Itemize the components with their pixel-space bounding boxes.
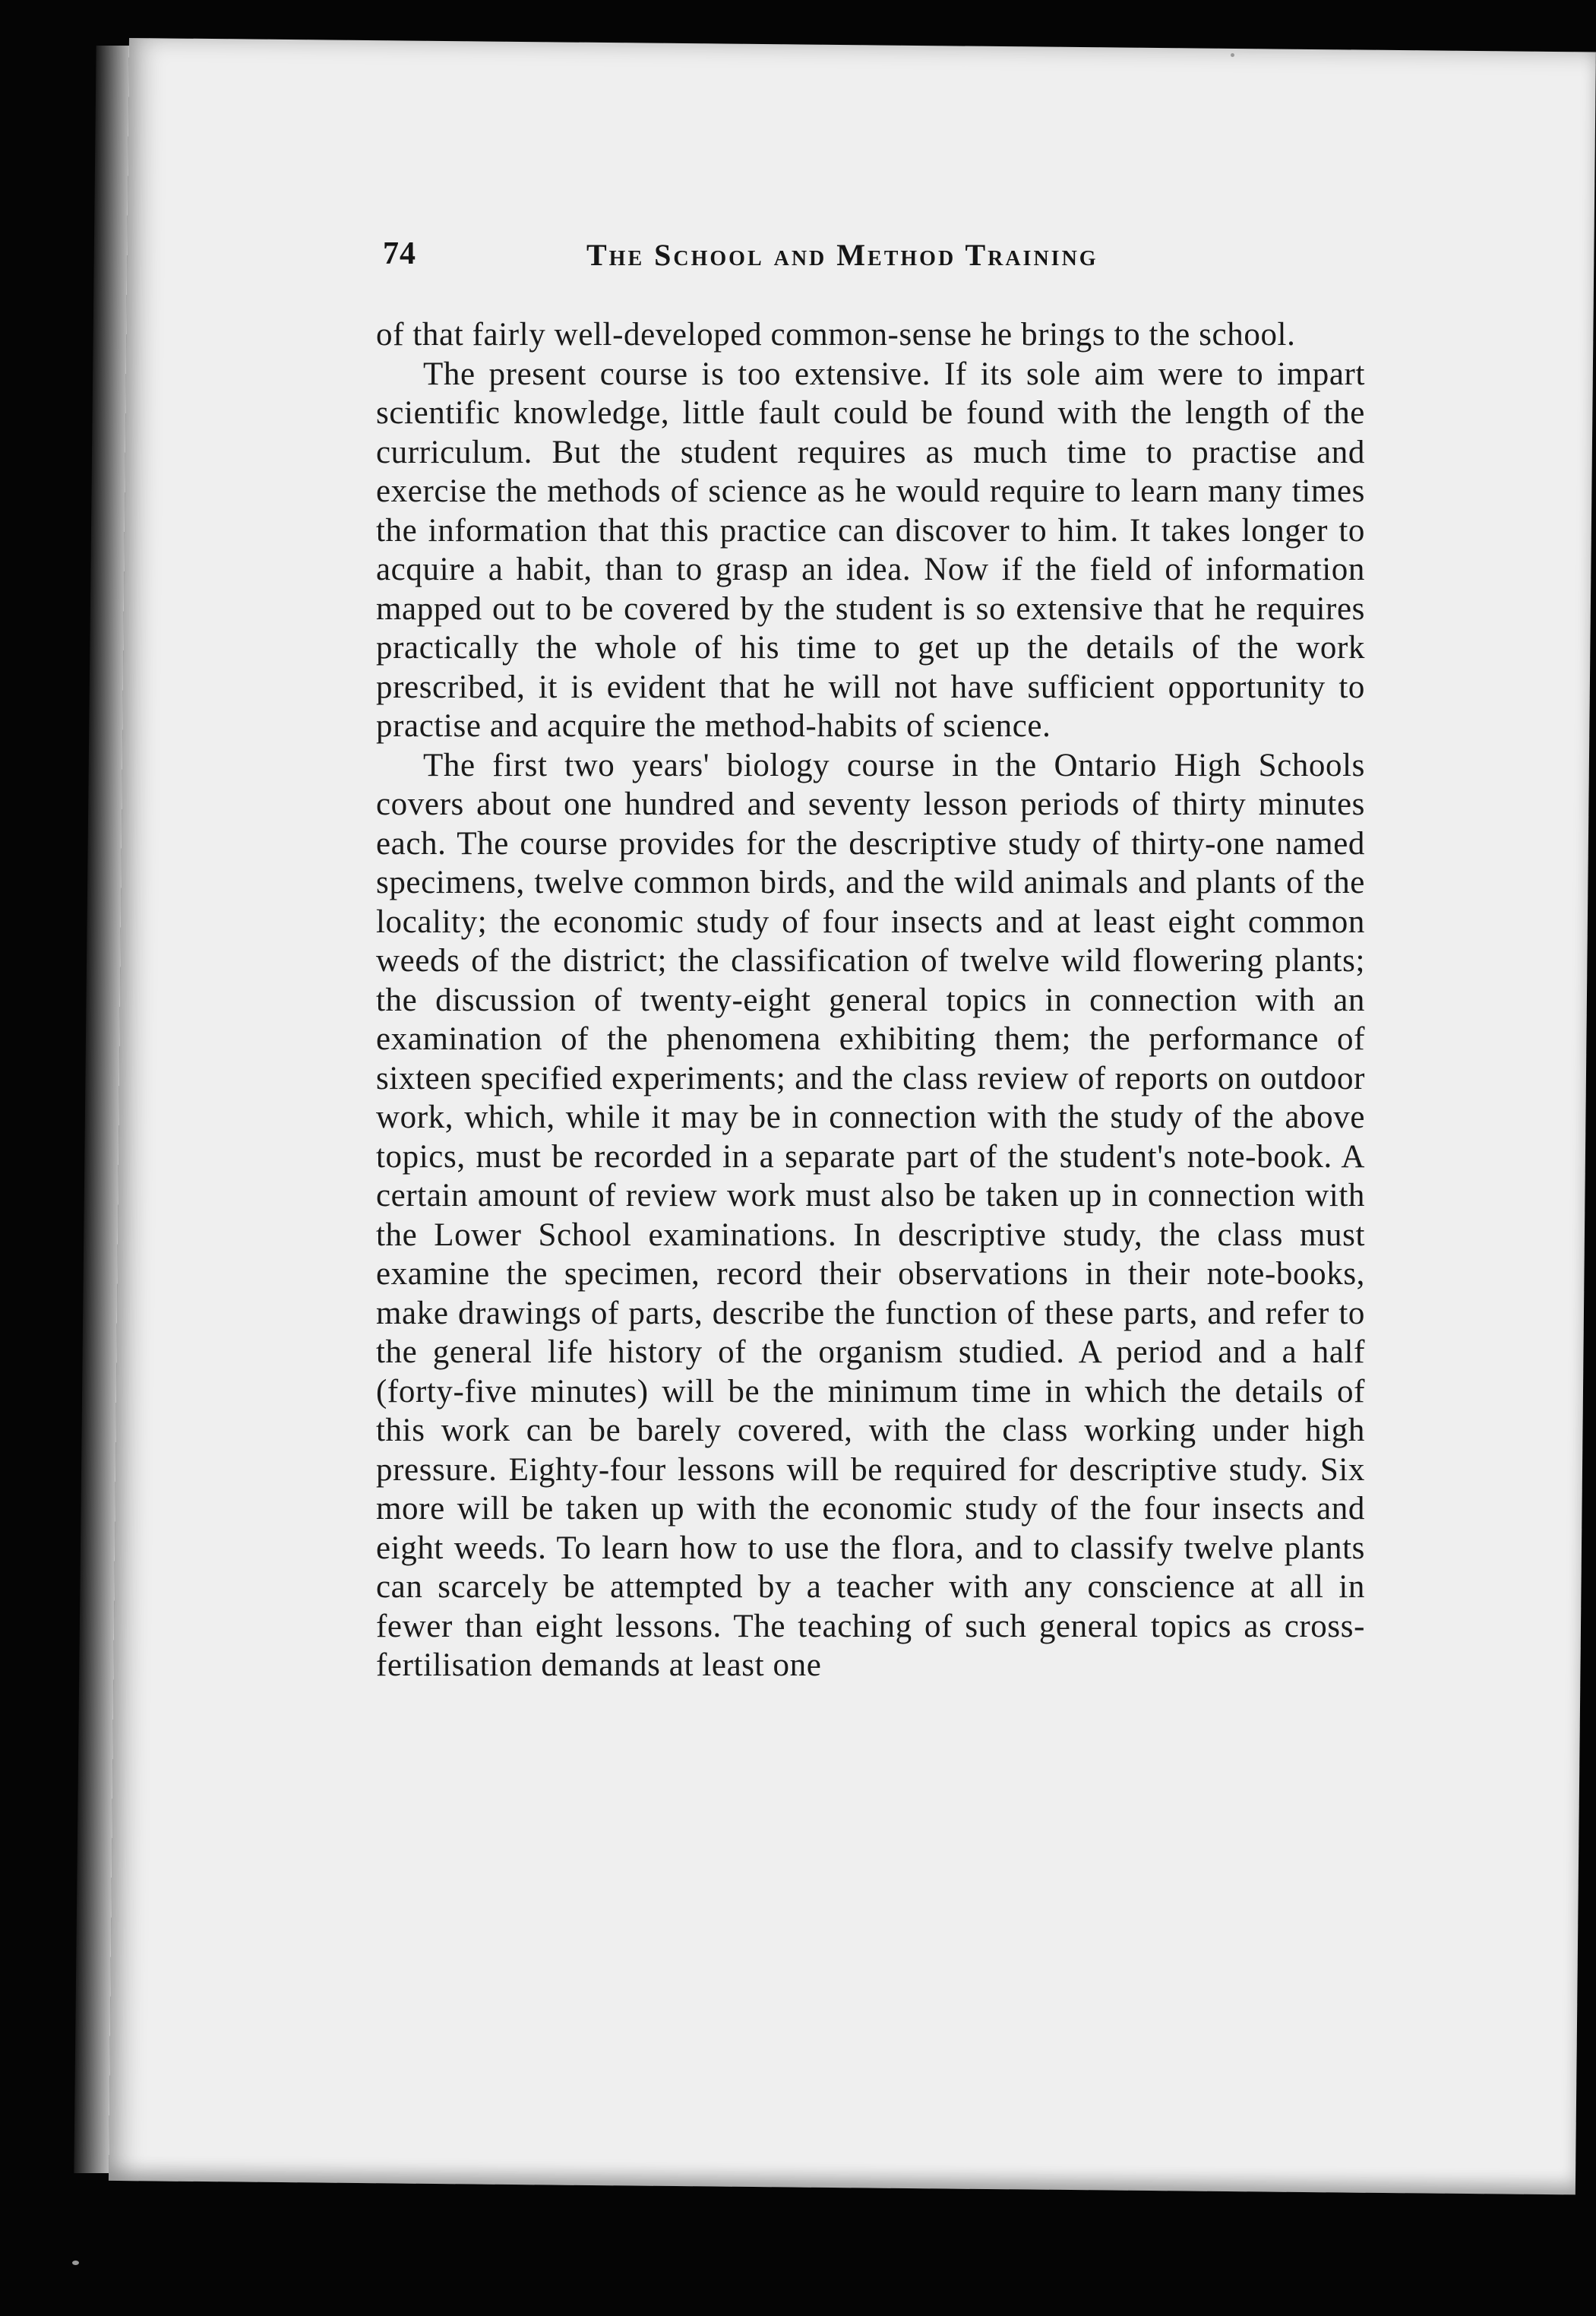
body-text (376, 315, 1365, 1685)
running-head: The School and Method Training (586, 238, 1098, 272)
paragraph-continuation: of that fairly well-developed common-sense he brings to the school. (376, 317, 1296, 353)
dust-speck (1231, 53, 1234, 57)
dust-speck (72, 2261, 79, 2265)
page-number: 74 (383, 236, 416, 271)
page-header (383, 236, 1522, 296)
paragraph-biology-course: The first two years' biology course in the Ontario High Schools covers about one hundred and seventy lesson periods of thirty minutes each. The course provides for the descriptive study of thirty-one named specimens, twelve common birds, and the wild animals and plants of the locality; the economic study of four insects and at least eight common weeds of the district; the classification of twelve wild flowering plants; the discussion of twenty-eight general topics in connection with an examination of the phenomena exhibiting them; the performance of sixteen specified experiments; and the class review of reports on outdoor work, which, while it may be in connection with the study of the above topics, must be recorded in a separate part of the student's note-book. A certain amount of review work must also be taken up in connection with the Lower School examinations. In descriptive study, the class must examine the specimen, record their observations in their note-books, make drawings of parts, describe the function of these parts, and refer to the general life history of the organism studied. A period and a half (forty-five minutes) will be the minimum time in which the details of this work can be barely covered, with the class working under high pressure. Eighty-four lessons will be required for descriptive study. Six more will be taken up with the economic study of the four insects and eight weeds. To learn how to use the flora, and to classify twelve plants can scarcely be attempted by a teacher with any conscience at all in fewer than eight lessons. The teaching of such general topics as cross-fertilisation demands at least one (376, 747, 1365, 1683)
paragraph-course-extent: The present course is too extensive. If its sole aim were to impart scientific knowledge, little fault could be found with the length of the curriculum. But the student requires as much time to practise and exercise the methods of science as he would require to learn many times the information that this practice can discover to him. It takes longer to acquire a habit, than to grasp an idea. Now if the field of information mapped out to be covered by the student is so extensive that he requires practically the whole of his time to get up the details of the work prescribed, it is evident that he will not have sufficient opportunity to practise and acquire the method-habits of science. (376, 356, 1365, 744)
